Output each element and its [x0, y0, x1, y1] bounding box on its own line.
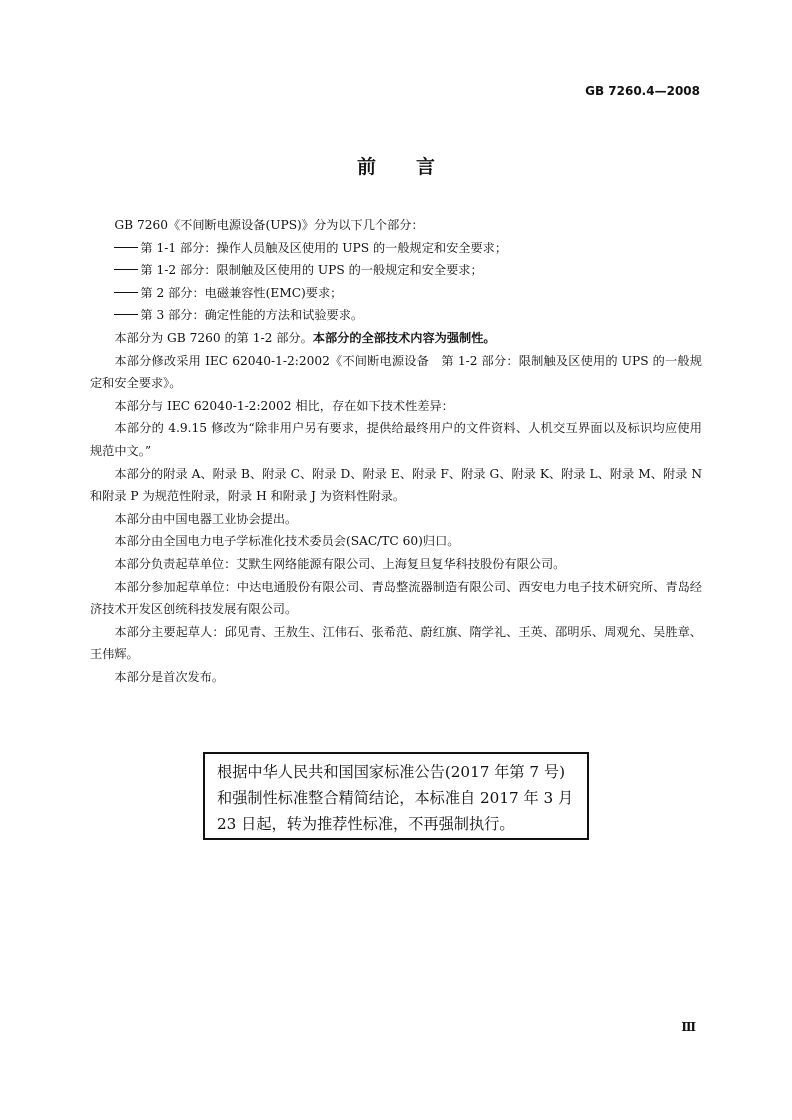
notice-box: 根据中华人民共和国国家标准公告(2017 年第 7 号)和强制性标准整合精简结论，本标准自 2017 年 3 月 23 日起，转为推荐性标准，不再强制执行。	[203, 752, 589, 840]
scope-text: 本部分为 GB 7260 的第 1-2 部分。	[114, 330, 313, 345]
foreword-body	[90, 214, 702, 688]
dash-mark	[114, 269, 138, 270]
dash-mark	[114, 247, 138, 248]
dash-mark	[114, 314, 138, 315]
paragraph-proposer: 本部分由中国电器工业协会提出。	[114, 511, 298, 526]
paragraph-first-release: 本部分是首次发布。	[114, 669, 225, 684]
list-item-part-3	[90, 304, 702, 327]
paragraph-adoption: 本部分修改采用 IEC 62040-1-2:2002《不间断电源设备 第 1-2 部分：限制触及区使用的 UPS 的一般规定和安全要求》。	[90, 353, 702, 391]
mandatory-statement: 本部分的全部技术内容为强制性。	[312, 330, 496, 345]
page-number: Ⅲ	[681, 1020, 696, 1034]
list-item-part-1-2	[90, 259, 702, 282]
list-item-text: 第 3 部分：确定性能的方法和试验要求。	[140, 308, 364, 323]
paragraph-participating-units: 本部分参加起草单位：中达电通股份有限公司、青岛整流器制造有限公司、西安电力电子技术研究所、青岛经济技术开发区创统科技发展有限公司。	[90, 579, 702, 617]
paragraph-differences-intro: 本部分与 IEC 62040-1-2:2002 相比，存在如下技术性差异：	[114, 398, 454, 413]
list-item-part-1-1	[90, 237, 702, 260]
paragraph-committee: 本部分由全国电力电子学标准化技术委员会(SAC/TC 60)归口。	[114, 534, 460, 549]
list-item-text: 第 1-2 部分：限制触及区使用的 UPS 的一般规定和安全要求；	[140, 263, 483, 278]
list-item-text: 第 2 部分：电磁兼容性(EMC)要求；	[140, 285, 343, 300]
standard-code: GB 7260.4—2008	[585, 84, 700, 98]
paragraph-scope	[90, 327, 702, 350]
paragraph-parts-intro: GB 7260《不间断电源设备(UPS)》分为以下几个部分：	[114, 218, 424, 232]
list-item-part-2	[90, 282, 702, 305]
paragraph-drafting-units: 本部分负责起草单位：艾默生网络能源有限公司、上海复旦复华科技股份有限公司。	[114, 556, 566, 571]
paragraph-drafters: 本部分主要起草人：邱见青、王敖生、江伟石、张希范、蔚红旗、隋学礼、王英、邵明乐、周观允、吴胜章、王伟辉。	[90, 624, 702, 662]
page-title: 前言	[356, 156, 475, 178]
dash-mark	[114, 292, 138, 293]
paragraph-difference-detail: 本部分的 4.9.15 修改为“除非用户另有要求，提供给最终用户的文件资料、人机交互界面以及标识均应使用规范中文。”	[90, 421, 702, 458]
list-item-text: 第 1-1 部分：操作人员触及区使用的 UPS 的一般规定和安全要求；	[140, 240, 508, 255]
paragraph-annexes: 本部分的附录 A、附录 B、附录 C、附录 D、附录 E、附录 F、附录 G、附录 K、附录 L、附录 M、附录 N 和附录 P 为规范性附录，附录 H 和附录 J 为资料性附录。	[90, 466, 702, 504]
